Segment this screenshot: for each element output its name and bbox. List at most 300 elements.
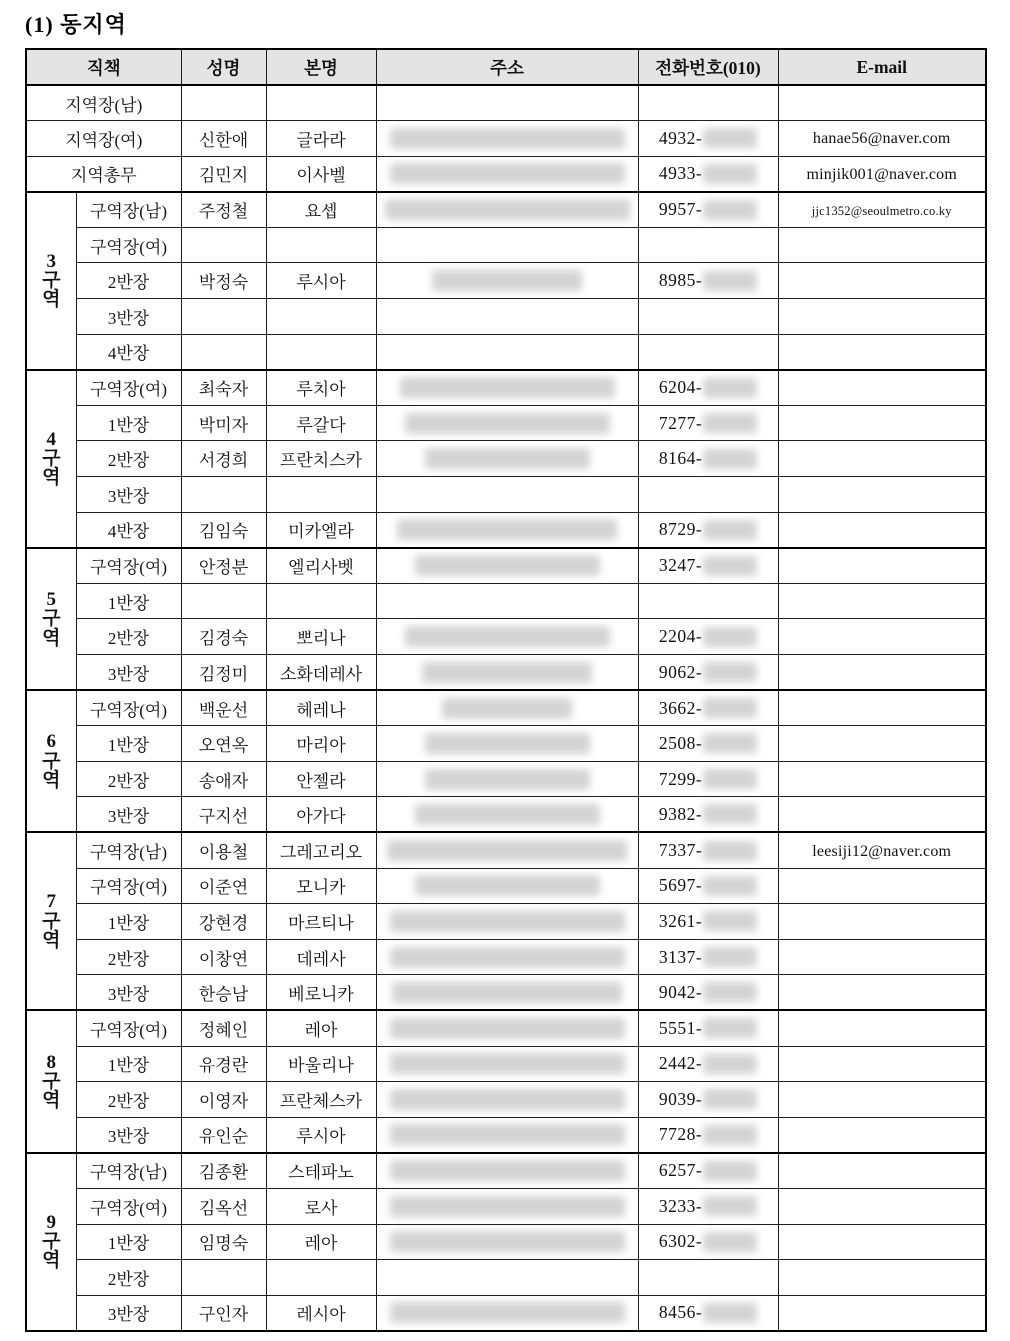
column-header-phone: 전화번호(010) bbox=[638, 49, 778, 85]
table-row bbox=[26, 121, 986, 157]
table-row bbox=[26, 726, 986, 762]
group-label-char: 4 bbox=[46, 428, 56, 450]
baptismal-name-cell bbox=[266, 1260, 376, 1296]
name-cell: 강현경 bbox=[181, 904, 266, 940]
address-cell bbox=[376, 192, 638, 228]
name-cell: 구인자 bbox=[181, 1295, 266, 1331]
name-cell: 김종환 bbox=[181, 1153, 266, 1189]
name-cell bbox=[181, 1260, 266, 1296]
group-label-char: 3 bbox=[46, 250, 56, 272]
email-cell bbox=[778, 227, 986, 263]
phone-prefix: 8456- bbox=[658, 1302, 703, 1323]
address-cell bbox=[376, 1153, 638, 1189]
phone-cell bbox=[638, 832, 778, 868]
address-cell bbox=[376, 583, 638, 619]
phone-cell bbox=[638, 1010, 778, 1046]
phone-cell bbox=[638, 156, 778, 192]
group-label-char: 구 bbox=[42, 910, 61, 932]
phone-prefix: 7337- bbox=[658, 840, 703, 861]
baptismal-name-cell: 미카엘라 bbox=[266, 512, 376, 548]
position-cell: 구역장(여) bbox=[76, 227, 181, 263]
phone-redaction-blur bbox=[703, 662, 757, 682]
name-cell: 박미자 bbox=[181, 405, 266, 441]
phone-redaction-blur bbox=[703, 200, 757, 220]
address-redaction-blur bbox=[390, 947, 625, 968]
address-cell bbox=[376, 868, 638, 904]
phone-prefix: 6204- bbox=[658, 377, 703, 398]
group-label-char: 7 bbox=[46, 891, 56, 913]
address-redaction-blur bbox=[390, 1302, 625, 1323]
name-cell: 김옥선 bbox=[181, 1188, 266, 1224]
address-cell bbox=[376, 1082, 638, 1118]
address-cell bbox=[376, 1295, 638, 1331]
baptismal-name-cell: 루치아 bbox=[266, 370, 376, 406]
column-header-address: 주소 bbox=[376, 49, 638, 85]
phone-prefix: 8729- bbox=[658, 519, 703, 540]
email-cell bbox=[778, 1260, 986, 1296]
address-redaction-blur bbox=[390, 1124, 625, 1145]
phone-redaction-blur bbox=[703, 1161, 757, 1181]
email-cell bbox=[778, 370, 986, 406]
phone-redaction-blur bbox=[703, 378, 757, 398]
phone-prefix: 9062- bbox=[658, 661, 703, 682]
email-cell bbox=[778, 1295, 986, 1331]
phone-prefix: 9957- bbox=[658, 199, 703, 220]
table-row bbox=[26, 832, 986, 868]
address-cell bbox=[376, 1010, 638, 1046]
position-cell: 2반장 bbox=[76, 263, 181, 299]
address-cell bbox=[376, 263, 638, 299]
table-row bbox=[26, 1260, 986, 1296]
email-cell bbox=[778, 583, 986, 619]
position-cell: 지역총무 bbox=[26, 156, 181, 192]
name-cell: 김경숙 bbox=[181, 619, 266, 655]
phone-redaction-blur bbox=[703, 627, 757, 647]
address-cell bbox=[376, 904, 638, 940]
email-cell bbox=[778, 1224, 986, 1260]
phone-prefix: 7728- bbox=[658, 1124, 703, 1145]
phone-redaction-blur bbox=[703, 769, 757, 789]
phone-redaction-blur bbox=[703, 947, 757, 967]
address-redaction-blur bbox=[390, 1160, 625, 1181]
position-cell: 구역장(여) bbox=[76, 370, 181, 406]
table-row bbox=[26, 156, 986, 192]
table-row bbox=[26, 1082, 986, 1118]
group-label bbox=[26, 1010, 76, 1152]
group-label-char: 역 bbox=[42, 930, 61, 952]
column-header-position: 직책 bbox=[26, 49, 181, 85]
phone-redaction-blur bbox=[703, 1018, 757, 1038]
phone-redaction-blur bbox=[703, 128, 757, 148]
position-cell: 3반장 bbox=[76, 1117, 181, 1153]
address-cell bbox=[376, 1260, 638, 1296]
phone-cell bbox=[638, 512, 778, 548]
table-row bbox=[26, 263, 986, 299]
phone-cell bbox=[638, 1082, 778, 1118]
name-cell: 서경희 bbox=[181, 441, 266, 477]
address-redaction-blur bbox=[387, 840, 627, 861]
group-label-char: 9 bbox=[46, 1211, 56, 1233]
table-row bbox=[26, 227, 986, 263]
baptismal-name-cell: 레아 bbox=[266, 1010, 376, 1046]
group-label bbox=[26, 1153, 76, 1331]
name-cell bbox=[181, 477, 266, 513]
phone-prefix: 6257- bbox=[658, 1160, 703, 1181]
position-cell: 1반장 bbox=[76, 726, 181, 762]
column-header-baptismal-name: 본명 bbox=[266, 49, 376, 85]
phone-redaction-blur bbox=[703, 698, 757, 718]
email-address: leesiji12@naver.com bbox=[812, 842, 952, 860]
address-cell bbox=[376, 85, 638, 121]
name-cell: 이준연 bbox=[181, 868, 266, 904]
name-cell: 한승남 bbox=[181, 975, 266, 1011]
name-cell: 유경란 bbox=[181, 1046, 266, 1082]
email-cell bbox=[778, 512, 986, 548]
group-label-char: 역 bbox=[42, 289, 61, 311]
baptismal-name-cell: 베로니카 bbox=[266, 975, 376, 1011]
baptismal-name-cell bbox=[266, 334, 376, 370]
email-cell bbox=[778, 477, 986, 513]
phone-prefix: 3233- bbox=[658, 1195, 703, 1216]
address-redaction-blur bbox=[390, 1089, 625, 1110]
position-cell: 3반장 bbox=[76, 797, 181, 833]
table-row bbox=[26, 655, 986, 691]
address-cell bbox=[376, 690, 638, 726]
name-cell: 안정분 bbox=[181, 548, 266, 584]
phone-cell bbox=[638, 1153, 778, 1189]
table-row bbox=[26, 904, 986, 940]
column-header-email: E-mail bbox=[778, 49, 986, 85]
phone-redaction-blur bbox=[703, 1232, 757, 1252]
group-label-char: 역 bbox=[42, 1250, 61, 1272]
group-label-char: 6 bbox=[46, 731, 56, 753]
baptismal-name-cell: 루시아 bbox=[266, 1117, 376, 1153]
address-redaction-blur bbox=[390, 128, 625, 149]
group-label-char: 구 bbox=[42, 608, 61, 630]
column-header-name: 성명 bbox=[181, 49, 266, 85]
name-cell: 임명숙 bbox=[181, 1224, 266, 1260]
address-redaction-blur bbox=[390, 1196, 625, 1217]
email-cell bbox=[778, 405, 986, 441]
position-cell: 3반장 bbox=[76, 477, 181, 513]
name-cell: 이창연 bbox=[181, 939, 266, 975]
address-redaction-blur bbox=[442, 698, 572, 719]
phone-cell bbox=[638, 1224, 778, 1260]
address-cell bbox=[376, 975, 638, 1011]
group-label-char: 구 bbox=[42, 1231, 61, 1253]
position-cell: 구역장(여) bbox=[76, 868, 181, 904]
email-address: hanae56@naver.com bbox=[812, 130, 951, 148]
address-cell bbox=[376, 1117, 638, 1153]
address-redaction-blur bbox=[390, 1018, 625, 1039]
phone-cell bbox=[638, 121, 778, 157]
name-cell: 이영자 bbox=[181, 1082, 266, 1118]
phone-prefix: 6302- bbox=[658, 1231, 703, 1252]
phone-prefix: 4932- bbox=[658, 127, 703, 148]
table-row bbox=[26, 619, 986, 655]
table-row bbox=[26, 85, 986, 121]
group-label-char: 역 bbox=[42, 769, 61, 791]
phone-prefix: 3662- bbox=[658, 697, 703, 718]
position-cell: 2반장 bbox=[76, 441, 181, 477]
address-cell bbox=[376, 797, 638, 833]
position-cell: 2반장 bbox=[76, 761, 181, 797]
email-cell bbox=[778, 1153, 986, 1189]
phone-redaction-blur bbox=[703, 520, 757, 540]
table-row bbox=[26, 868, 986, 904]
position-cell: 2반장 bbox=[76, 619, 181, 655]
email-cell bbox=[778, 121, 986, 157]
address-redaction-blur bbox=[405, 413, 610, 434]
email-cell bbox=[778, 334, 986, 370]
phone-prefix: 9039- bbox=[658, 1088, 703, 1109]
name-cell: 백운선 bbox=[181, 690, 266, 726]
phone-cell bbox=[638, 1295, 778, 1331]
phone-cell bbox=[638, 299, 778, 335]
phone-redaction-blur bbox=[703, 1125, 757, 1145]
phone-redaction-blur bbox=[703, 911, 757, 931]
table-row bbox=[26, 583, 986, 619]
baptismal-name-cell: 레아 bbox=[266, 1224, 376, 1260]
address-redaction-blur bbox=[415, 555, 600, 576]
position-cell: 구역장(여) bbox=[76, 1010, 181, 1046]
address-redaction-blur bbox=[390, 163, 625, 184]
phone-cell bbox=[638, 334, 778, 370]
email-cell bbox=[778, 1117, 986, 1153]
address-redaction-blur bbox=[425, 448, 590, 469]
position-cell: 2반장 bbox=[76, 939, 181, 975]
email-cell bbox=[778, 1188, 986, 1224]
address-cell bbox=[376, 1188, 638, 1224]
baptismal-name-cell bbox=[266, 583, 376, 619]
address-cell bbox=[376, 512, 638, 548]
email-cell bbox=[778, 1046, 986, 1082]
phone-prefix: 8164- bbox=[658, 448, 703, 469]
baptismal-name-cell: 글라라 bbox=[266, 121, 376, 157]
phone-prefix: 5551- bbox=[658, 1017, 703, 1038]
phone-cell bbox=[638, 761, 778, 797]
position-cell: 3반장 bbox=[76, 655, 181, 691]
name-cell: 유인순 bbox=[181, 1117, 266, 1153]
phone-cell bbox=[638, 583, 778, 619]
phone-cell bbox=[638, 655, 778, 691]
address-cell bbox=[376, 726, 638, 762]
email-cell bbox=[778, 548, 986, 584]
name-cell bbox=[181, 227, 266, 263]
baptismal-name-cell: 뽀리나 bbox=[266, 619, 376, 655]
address-redaction-blur bbox=[415, 804, 600, 825]
phone-redaction-blur bbox=[703, 1054, 757, 1074]
email-address: minjik001@naver.com bbox=[806, 165, 957, 183]
phone-prefix: 9382- bbox=[658, 803, 703, 824]
address-redaction-blur bbox=[385, 199, 630, 220]
address-cell bbox=[376, 761, 638, 797]
email-cell bbox=[778, 1010, 986, 1046]
phone-redaction-blur bbox=[703, 876, 757, 896]
phone-cell bbox=[638, 405, 778, 441]
position-cell: 4반장 bbox=[76, 512, 181, 548]
email-cell bbox=[778, 655, 986, 691]
phone-prefix: 2204- bbox=[658, 626, 703, 647]
phone-redaction-blur bbox=[703, 164, 757, 184]
phone-prefix: 7277- bbox=[658, 412, 703, 433]
baptismal-name-cell: 루갈다 bbox=[266, 405, 376, 441]
phone-prefix: 3247- bbox=[658, 555, 703, 576]
address-cell bbox=[376, 619, 638, 655]
baptismal-name-cell: 헤레나 bbox=[266, 690, 376, 726]
address-redaction-blur bbox=[415, 875, 600, 896]
baptismal-name-cell bbox=[266, 299, 376, 335]
table-row bbox=[26, 1046, 986, 1082]
name-cell: 신한애 bbox=[181, 121, 266, 157]
phone-redaction-blur bbox=[703, 733, 757, 753]
phone-prefix: 4933- bbox=[658, 163, 703, 184]
position-cell: 2반장 bbox=[76, 1260, 181, 1296]
phone-cell bbox=[638, 477, 778, 513]
phone-redaction-blur bbox=[703, 841, 757, 861]
phone-prefix: 3137- bbox=[658, 946, 703, 967]
group-label bbox=[26, 690, 76, 832]
address-cell bbox=[376, 227, 638, 263]
address-cell bbox=[376, 441, 638, 477]
email-cell bbox=[778, 726, 986, 762]
baptismal-name-cell: 요셉 bbox=[266, 192, 376, 228]
baptismal-name-cell bbox=[266, 477, 376, 513]
position-cell: 1반장 bbox=[76, 405, 181, 441]
address-cell bbox=[376, 1224, 638, 1260]
baptismal-name-cell: 엘리사벳 bbox=[266, 548, 376, 584]
email-address: jjc1352@seoulmetro.co.ky bbox=[811, 203, 952, 218]
phone-cell bbox=[638, 548, 778, 584]
name-cell: 오연옥 bbox=[181, 726, 266, 762]
group-label-char: 구 bbox=[42, 750, 61, 772]
header-row bbox=[26, 49, 986, 85]
address-cell bbox=[376, 1046, 638, 1082]
baptismal-name-cell: 안젤라 bbox=[266, 761, 376, 797]
address-redaction-blur bbox=[432, 270, 582, 291]
table-row bbox=[26, 370, 986, 406]
name-cell: 최숙자 bbox=[181, 370, 266, 406]
address-redaction-blur bbox=[390, 1053, 625, 1074]
position-cell: 4반장 bbox=[76, 334, 181, 370]
address-redaction-blur bbox=[390, 1231, 625, 1252]
email-cell bbox=[778, 619, 986, 655]
email-cell bbox=[778, 690, 986, 726]
name-cell: 김정미 bbox=[181, 655, 266, 691]
phone-cell bbox=[638, 939, 778, 975]
name-cell bbox=[181, 334, 266, 370]
name-cell: 정혜인 bbox=[181, 1010, 266, 1046]
name-cell bbox=[181, 85, 266, 121]
table-row bbox=[26, 299, 986, 335]
address-redaction-blur bbox=[397, 519, 617, 540]
table-row bbox=[26, 1153, 986, 1189]
group-label bbox=[26, 370, 76, 548]
baptismal-name-cell: 소화데레사 bbox=[266, 655, 376, 691]
address-cell bbox=[376, 156, 638, 192]
baptismal-name-cell: 이사벨 bbox=[266, 156, 376, 192]
address-cell bbox=[376, 334, 638, 370]
baptismal-name-cell: 마르티나 bbox=[266, 904, 376, 940]
position-cell: 구역장(여) bbox=[76, 690, 181, 726]
phone-cell bbox=[638, 1117, 778, 1153]
baptismal-name-cell: 바울리나 bbox=[266, 1046, 376, 1082]
group-label-char: 구 bbox=[42, 270, 61, 292]
address-redaction-blur bbox=[390, 911, 625, 932]
email-cell bbox=[778, 1082, 986, 1118]
email-cell bbox=[778, 761, 986, 797]
phone-cell bbox=[638, 192, 778, 228]
name-cell bbox=[181, 583, 266, 619]
table-row bbox=[26, 334, 986, 370]
table-row bbox=[26, 548, 986, 584]
address-cell bbox=[376, 121, 638, 157]
position-cell: 2반장 bbox=[76, 1082, 181, 1118]
table-row bbox=[26, 512, 986, 548]
phone-prefix: 9042- bbox=[658, 981, 703, 1002]
position-cell: 1반장 bbox=[76, 904, 181, 940]
group-label-char: 역 bbox=[42, 627, 61, 649]
address-cell bbox=[376, 832, 638, 868]
email-cell bbox=[778, 975, 986, 1011]
name-cell: 송애자 bbox=[181, 761, 266, 797]
address-cell bbox=[376, 370, 638, 406]
address-redaction-blur bbox=[400, 377, 615, 398]
table-row bbox=[26, 1188, 986, 1224]
group-label bbox=[26, 832, 76, 1010]
table-body bbox=[26, 85, 986, 1331]
phone-redaction-blur bbox=[703, 982, 757, 1002]
position-cell: 구역장(남) bbox=[76, 1153, 181, 1189]
name-cell: 구지선 bbox=[181, 797, 266, 833]
baptismal-name-cell bbox=[266, 227, 376, 263]
phone-prefix: 5697- bbox=[658, 875, 703, 896]
baptismal-name-cell: 마리아 bbox=[266, 726, 376, 762]
address-cell bbox=[376, 477, 638, 513]
address-redaction-blur bbox=[425, 733, 590, 754]
phone-cell bbox=[638, 227, 778, 263]
position-cell: 지역장(여) bbox=[26, 121, 181, 157]
phone-cell bbox=[638, 263, 778, 299]
phone-cell bbox=[638, 1260, 778, 1296]
table-row bbox=[26, 441, 986, 477]
email-cell bbox=[778, 299, 986, 335]
address-redaction-blur bbox=[392, 982, 622, 1003]
address-cell bbox=[376, 548, 638, 584]
email-cell bbox=[778, 156, 986, 192]
table-row bbox=[26, 477, 986, 513]
baptismal-name-cell: 로사 bbox=[266, 1188, 376, 1224]
position-cell: 1반장 bbox=[76, 583, 181, 619]
position-cell: 구역장(남) bbox=[76, 832, 181, 868]
phone-redaction-blur bbox=[703, 271, 757, 291]
phone-cell bbox=[638, 441, 778, 477]
name-cell bbox=[181, 299, 266, 335]
table-row bbox=[26, 405, 986, 441]
phone-prefix: 8985- bbox=[658, 270, 703, 291]
baptismal-name-cell: 그레고리오 bbox=[266, 832, 376, 868]
table-row bbox=[26, 797, 986, 833]
baptismal-name-cell: 데레사 bbox=[266, 939, 376, 975]
table-row bbox=[26, 192, 986, 228]
table-row bbox=[26, 1117, 986, 1153]
baptismal-name-cell: 아가다 bbox=[266, 797, 376, 833]
group-label-char: 8 bbox=[46, 1051, 56, 1073]
phone-cell bbox=[638, 690, 778, 726]
name-cell: 주정철 bbox=[181, 192, 266, 228]
contact-table bbox=[25, 48, 987, 1332]
phone-redaction-blur bbox=[703, 1303, 757, 1323]
